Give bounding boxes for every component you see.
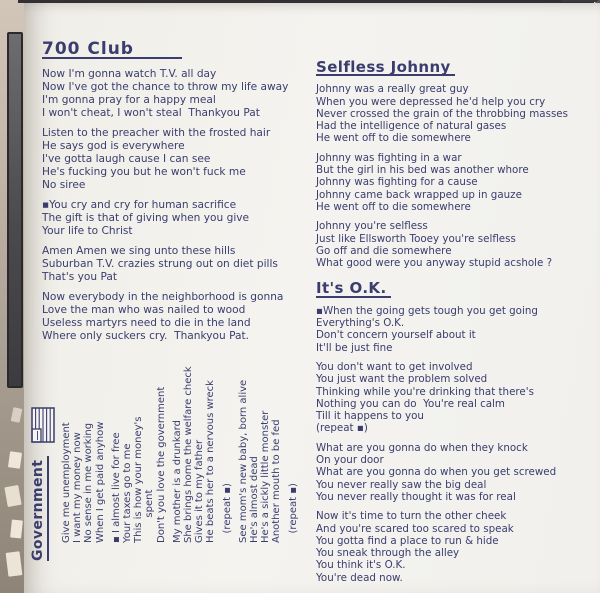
stanza [222,327,233,543]
lyric-line: Now I've got the chance to throw my life away [42,81,289,93]
lyric-line: Where only suckers cry. Thankyou Pat. [42,330,250,342]
lyric-line: ▪ I almost live for free [110,432,122,543]
lyric-line: Amen Amen we sing unto these hills [42,245,236,257]
lyric-sheet-paper [24,3,600,593]
lyric-line: (repeat ▪) [221,483,233,543]
lyric-line: That's you Pat [42,271,118,283]
song-lyrics-selfless-johnny [316,83,600,269]
stanza [111,327,167,543]
song-title-its-ok: It's O.K. [316,282,391,297]
lyric-line: He's fucking you but he won't fuck me [42,166,246,178]
lyric-line: I want my money now [72,432,84,543]
lyric-line: He beats her to a nervous wreck [205,380,217,543]
lyric-line: He went off to die somewhere [316,200,471,213]
lyric-line: Gives it to my father [194,439,206,543]
texture-fleck [10,519,23,538]
lyric-line: Thinking while you're drinking that there's [316,385,534,398]
stanza [42,199,332,238]
government-title-row [30,327,55,561]
lyric-line: He's a sickly little monster [260,410,272,543]
lyric-line: (repeat ▪) [316,422,368,435]
lyric-line: You never really saw the big deal [316,478,487,491]
lyric-line: Johnny you're selfless [316,220,428,233]
lyric-line: Now I'm gonna watch T.V. all day [42,68,217,80]
song-lyrics-government [61,327,299,543]
lyric-line: Everything's O.K. [316,317,405,330]
lyric-line: I've gotta laugh cause I can see [42,153,211,165]
texture-fleck [8,451,22,469]
american-flag-icon [31,407,55,443]
lyric-line: What are you gonna do when they knock [316,441,528,454]
song-title-selfless-johnny: Selfless Johnny [316,61,455,76]
lyric-line: What are you gonna do when you get screwed [316,466,557,479]
left-column [42,39,332,350]
lyric-line: (repeat ▪) [287,483,299,543]
lyric-line: Don't you love the government [155,386,167,543]
lyric-line: What good were you anyway stupid acshole ? [316,257,553,270]
stanza [61,327,106,543]
lyric-line: And you're scared too scared to speak [316,522,514,535]
lyric-line: When you were depressed he'd help you cry [316,95,546,108]
lyric-line: ▪You cry and cry for human sacrifice [42,199,237,211]
lyric-line: Johnny was fighting for a cause [316,176,478,189]
lyric-line: Till it happens to you [316,410,424,423]
lyric-line: Had the intelligence of natural gases [316,120,507,133]
lyric-line: Just like Ellsworth Tooey you're selfless [316,232,516,245]
lyric-line: I won't cheat, I won't steal Thankyou Pat [42,107,260,119]
song-selfless-johnny [316,58,600,270]
lyric-line: The gift is that of giving when you give [42,212,250,224]
lyric-line: Don't concern yourself about it [316,329,476,342]
lyric-line: Johnny was a really great guy [316,83,469,96]
stanza [316,510,600,584]
spine-dark-bar [7,32,23,388]
stanza [316,442,600,503]
lyric-line: Useless martyrs need to die in the land [42,317,251,329]
lyric-line: Another mouth to be fed [271,419,283,543]
lyric-line: He's almost dead [249,456,261,543]
lyric-line: You're dead now. [316,571,403,584]
song-lyrics-its-ok [316,305,600,584]
lyric-line: He went off to die somewhere [316,132,471,145]
lyric-line: spent [144,489,156,543]
stanza [316,220,600,269]
lyric-line: No siree [42,179,86,191]
lyric-line: You sneak through the alley [316,547,460,560]
lyric-line: Love the man who was nailed to wood [42,304,246,316]
lyric-line: Now everybody in the neighborhood is gonna [42,291,284,303]
lyric-line: It'll be just fine [316,341,393,354]
stanza [316,305,600,354]
lyric-line: Your taxes go to me [122,443,134,543]
stanza [316,83,600,144]
lyric-line: No sense in me working [83,422,95,543]
lyric-line: Nothing you can do You're real calm [316,397,505,410]
texture-fleck [11,407,23,423]
stanza [238,327,283,543]
stanza [288,327,299,543]
lyric-line: She brings home the welfare check [183,366,195,543]
lyric-line: Listen to the preacher with the frosted hair [42,127,271,139]
lyric-line: Give me unemployment [61,422,72,543]
stanza [42,68,332,120]
song-its-ok [316,276,600,584]
lyric-line: My mother is a drunkard [171,420,183,543]
lyric-line: Go off and die somewhere [316,244,452,257]
song-title-government: Government [30,456,49,561]
song-700-club [42,39,332,343]
lyric-line: But the girl in his bed was another whore [316,164,529,177]
stanza [316,152,600,213]
lyric-line: You don't want to get involved [316,360,473,373]
right-column [316,58,600,591]
lyric-line: I'm gonna pray for a happy meal [42,94,216,106]
stanza [172,327,217,543]
lyric-line: This is how your money's [133,416,145,543]
lyric-line: Johnny came back wrapped up in gauze [316,188,522,201]
lyric-line: He says god is everywhere [42,140,185,152]
texture-fleck [6,551,23,577]
lyric-line: You think it's O.K. [316,559,406,572]
lyric-line: Johnny was fighting in a war [316,151,462,164]
lyric-line: Never crossed the grain of the throbbing masses [316,107,569,120]
song-government [30,327,302,593]
lyric-line: See mom's new baby, born alive [237,379,249,543]
texture-fleck [4,485,21,507]
stanza [316,361,600,435]
rotated-song-block [30,325,302,593]
booklet-spine-edge [0,0,25,593]
stanza [42,127,332,192]
lyric-line: You just want the problem solved [316,373,488,386]
song-title-700-club: 700 Club [42,43,182,59]
song-lyrics-700-club [42,68,332,343]
stanza [42,245,332,284]
lyric-line: You gotta find a place to run & hide [316,534,499,547]
lyric-line: Now it's time to turn the other cheek [316,510,507,523]
lyric-line: On your door [316,454,384,467]
lyric-line: You never really thought it was for real [316,490,516,503]
lyric-line: Your life to Christ [42,225,133,237]
lyric-line: ▪When the going gets tough you get going [316,304,538,317]
lyric-line: Suburban T.V. crazies strung out on diet pills [42,258,278,270]
lyric-line: When I get paid anyhow [94,421,106,543]
